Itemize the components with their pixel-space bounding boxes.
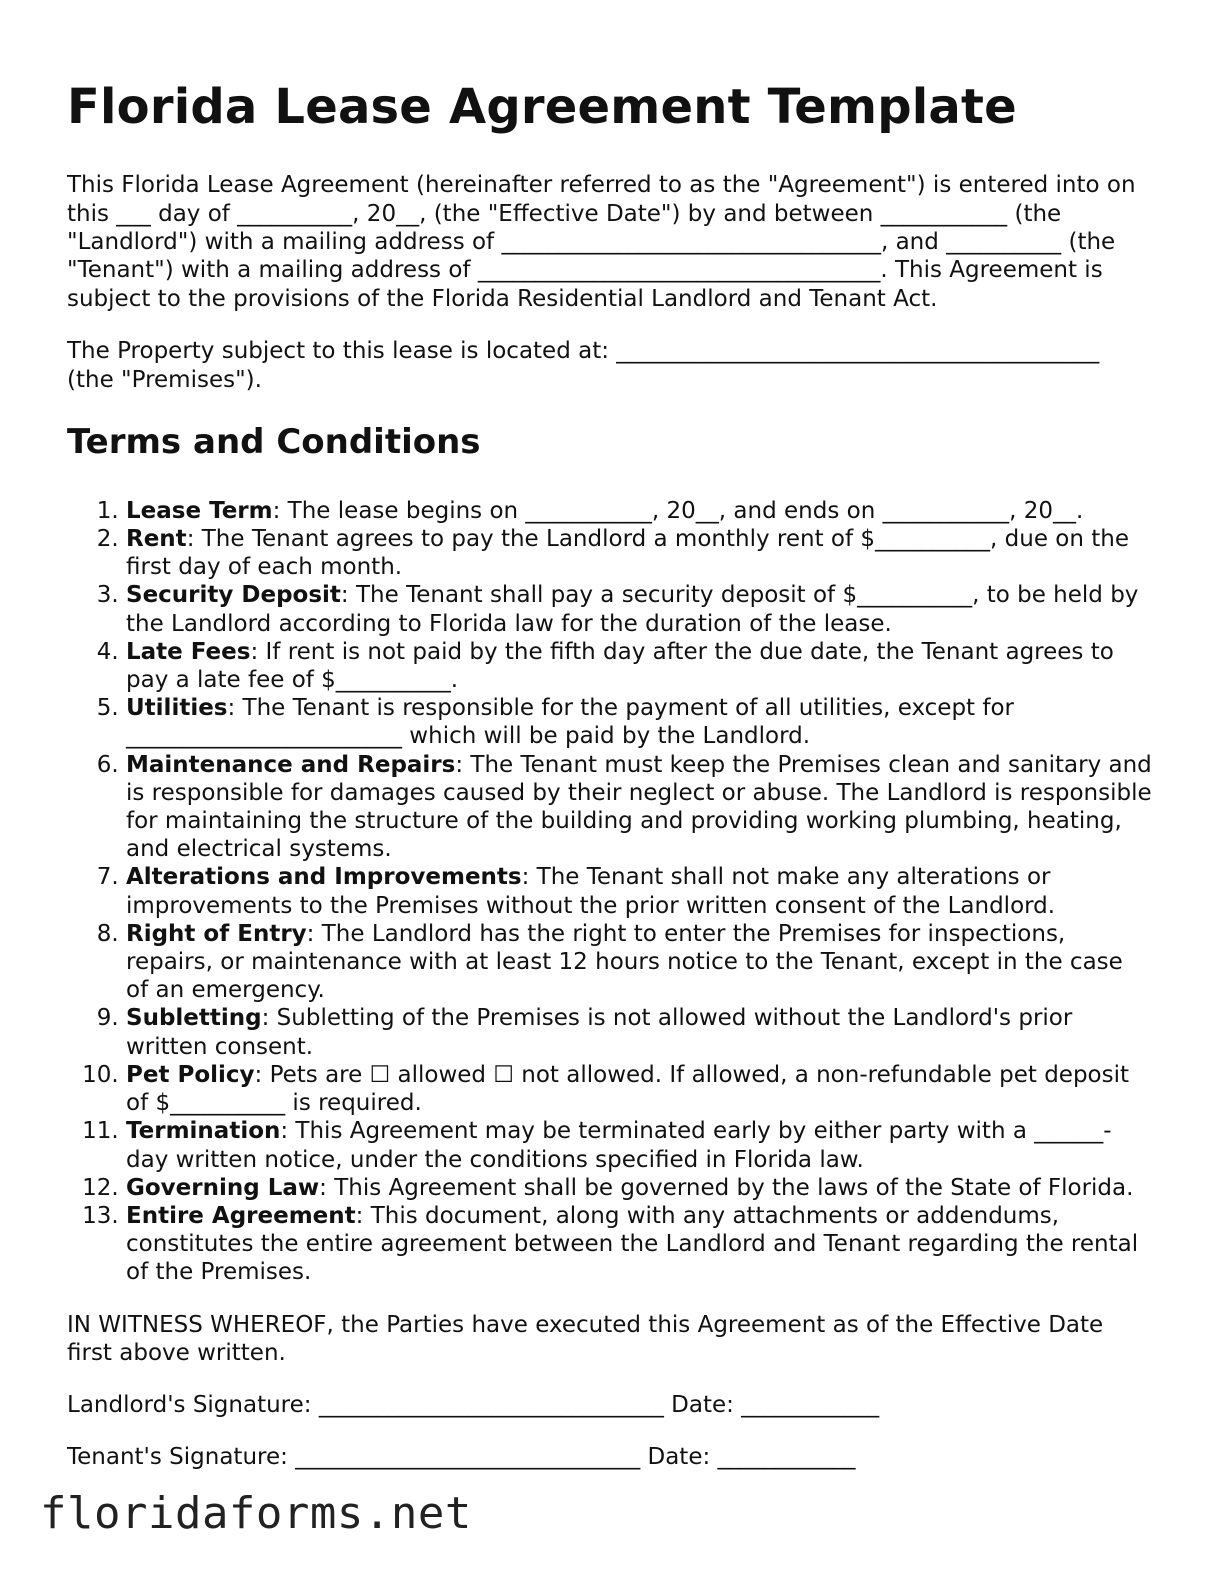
terms-list [67, 497, 1152, 1287]
term-title: Entire Agreement [126, 1202, 356, 1229]
term-item [126, 581, 1152, 637]
property-paragraph: The Property subject to this lease is located at: __________________________________________ (the "Premises"). [67, 338, 1100, 393]
term-item [126, 920, 1152, 1005]
term-item [126, 863, 1152, 919]
term-title: Alterations and Improvements [126, 864, 522, 891]
term-text: : The Tenant agrees to pay the Landlord a monthly rent of $__________, due on the first day of each month. [126, 526, 1129, 581]
watermark: floridaforms.net [40, 1488, 472, 1539]
term-text: : This Agreement shall be governed by the laws of the State of Florida. [319, 1174, 1134, 1201]
term-item [126, 1061, 1152, 1117]
term-title: Utilities [126, 695, 228, 722]
term-item [126, 1117, 1152, 1173]
tenant-signature-line: Tenant's Signature: ______________________________ Date: ____________ [67, 1444, 856, 1471]
term-text: : The Tenant is responsible for the payment of all utilities, except for ________________________ which will be paid by the Landlord. [126, 695, 1015, 750]
term-text: : Subletting of the Premises is not allowed without the Landlord's prior written consent. [126, 1005, 1073, 1060]
landlord-signature-line: Landlord's Signature: ______________________________ Date: ____________ [67, 1392, 880, 1419]
term-item [126, 497, 1152, 525]
term-text: : This Agreement may be terminated early by either party with a ______-day written notice, under the conditions specified in Florida law. [126, 1118, 1112, 1173]
term-title: Security Deposit [126, 582, 341, 609]
term-item [126, 751, 1152, 864]
witness-paragraph: IN WITNESS WHEREOF, the Parties have executed this Agreement as of the Effective Date first above written. [67, 1311, 1104, 1366]
term-text: : The Tenant shall not make any alterations or improvements to the Premises without the prior written consent of the Landlord. [126, 864, 1056, 919]
term-title: Maintenance and Repairs [126, 751, 456, 778]
terms-heading: Terms and Conditions [67, 422, 481, 463]
term-text: : If rent is not paid by the fifth day after the due date, the Tenant agrees to pay a late fee of $__________. [126, 638, 1114, 694]
term-item [126, 525, 1152, 581]
term-text: : Pets are ☐ allowed ☐ not allowed. If allowed, a non-refundable pet deposit of $__________ is required. [126, 1061, 1130, 1117]
document-page [67, 80, 1152, 1495]
intro-paragraph: This Florida Lease Agreement (hereinafter referred to as the "Agreement") is entered into on this ___ day of __________, 20__, (the "Effective Date") by and between ___________ (the "Landlord") with a mailing address of _________________________________, and __________ (the "Tenant") with a mailing address of ___________________________________. This Agreement is subject to the provisions of the Florida Residential Landlord and Tenant Act. [67, 172, 1136, 312]
term-item [126, 1004, 1152, 1060]
term-text: : The Landlord has the right to enter the Premises for inspections, repairs, or maintenance with at least 12 hours notice to the Tenant, except in the case of an emergency. [126, 920, 1123, 1004]
term-item [126, 638, 1152, 694]
term-title: Governing Law [126, 1174, 320, 1201]
term-text: : The lease begins on ___________, 20__, and ends on ___________, 20__. [272, 497, 1084, 524]
term-title: Subletting [126, 1005, 262, 1032]
term-item [126, 1174, 1152, 1202]
term-title: Lease Term [126, 497, 273, 524]
term-title: Pet Policy [126, 1061, 255, 1088]
term-title: Rent [126, 526, 187, 553]
term-item [126, 1202, 1152, 1287]
document-title: Florida Lease Agreement Template [67, 79, 1017, 135]
term-title: Termination [126, 1118, 281, 1145]
term-title: Late Fees [126, 638, 251, 665]
term-text: : The Tenant shall pay a security deposit of $__________, to be held by the Landlord according to Florida law for the duration of the lease. [126, 582, 1139, 637]
term-text: : The Tenant must keep the Premises clean and sanitary and is responsible for damages caused by their neglect or abuse. The Landlord is responsible for maintaining the structure of the building and providing working plumbing, heating, and electrical systems. [126, 751, 1152, 863]
term-title: Right of Entry [126, 920, 307, 947]
term-item [126, 694, 1152, 750]
term-text: : This document, along with any attachments or addendums, constitutes the entire agreement between the Landlord and Tenant regarding the rental of the Premises. [126, 1202, 1139, 1286]
